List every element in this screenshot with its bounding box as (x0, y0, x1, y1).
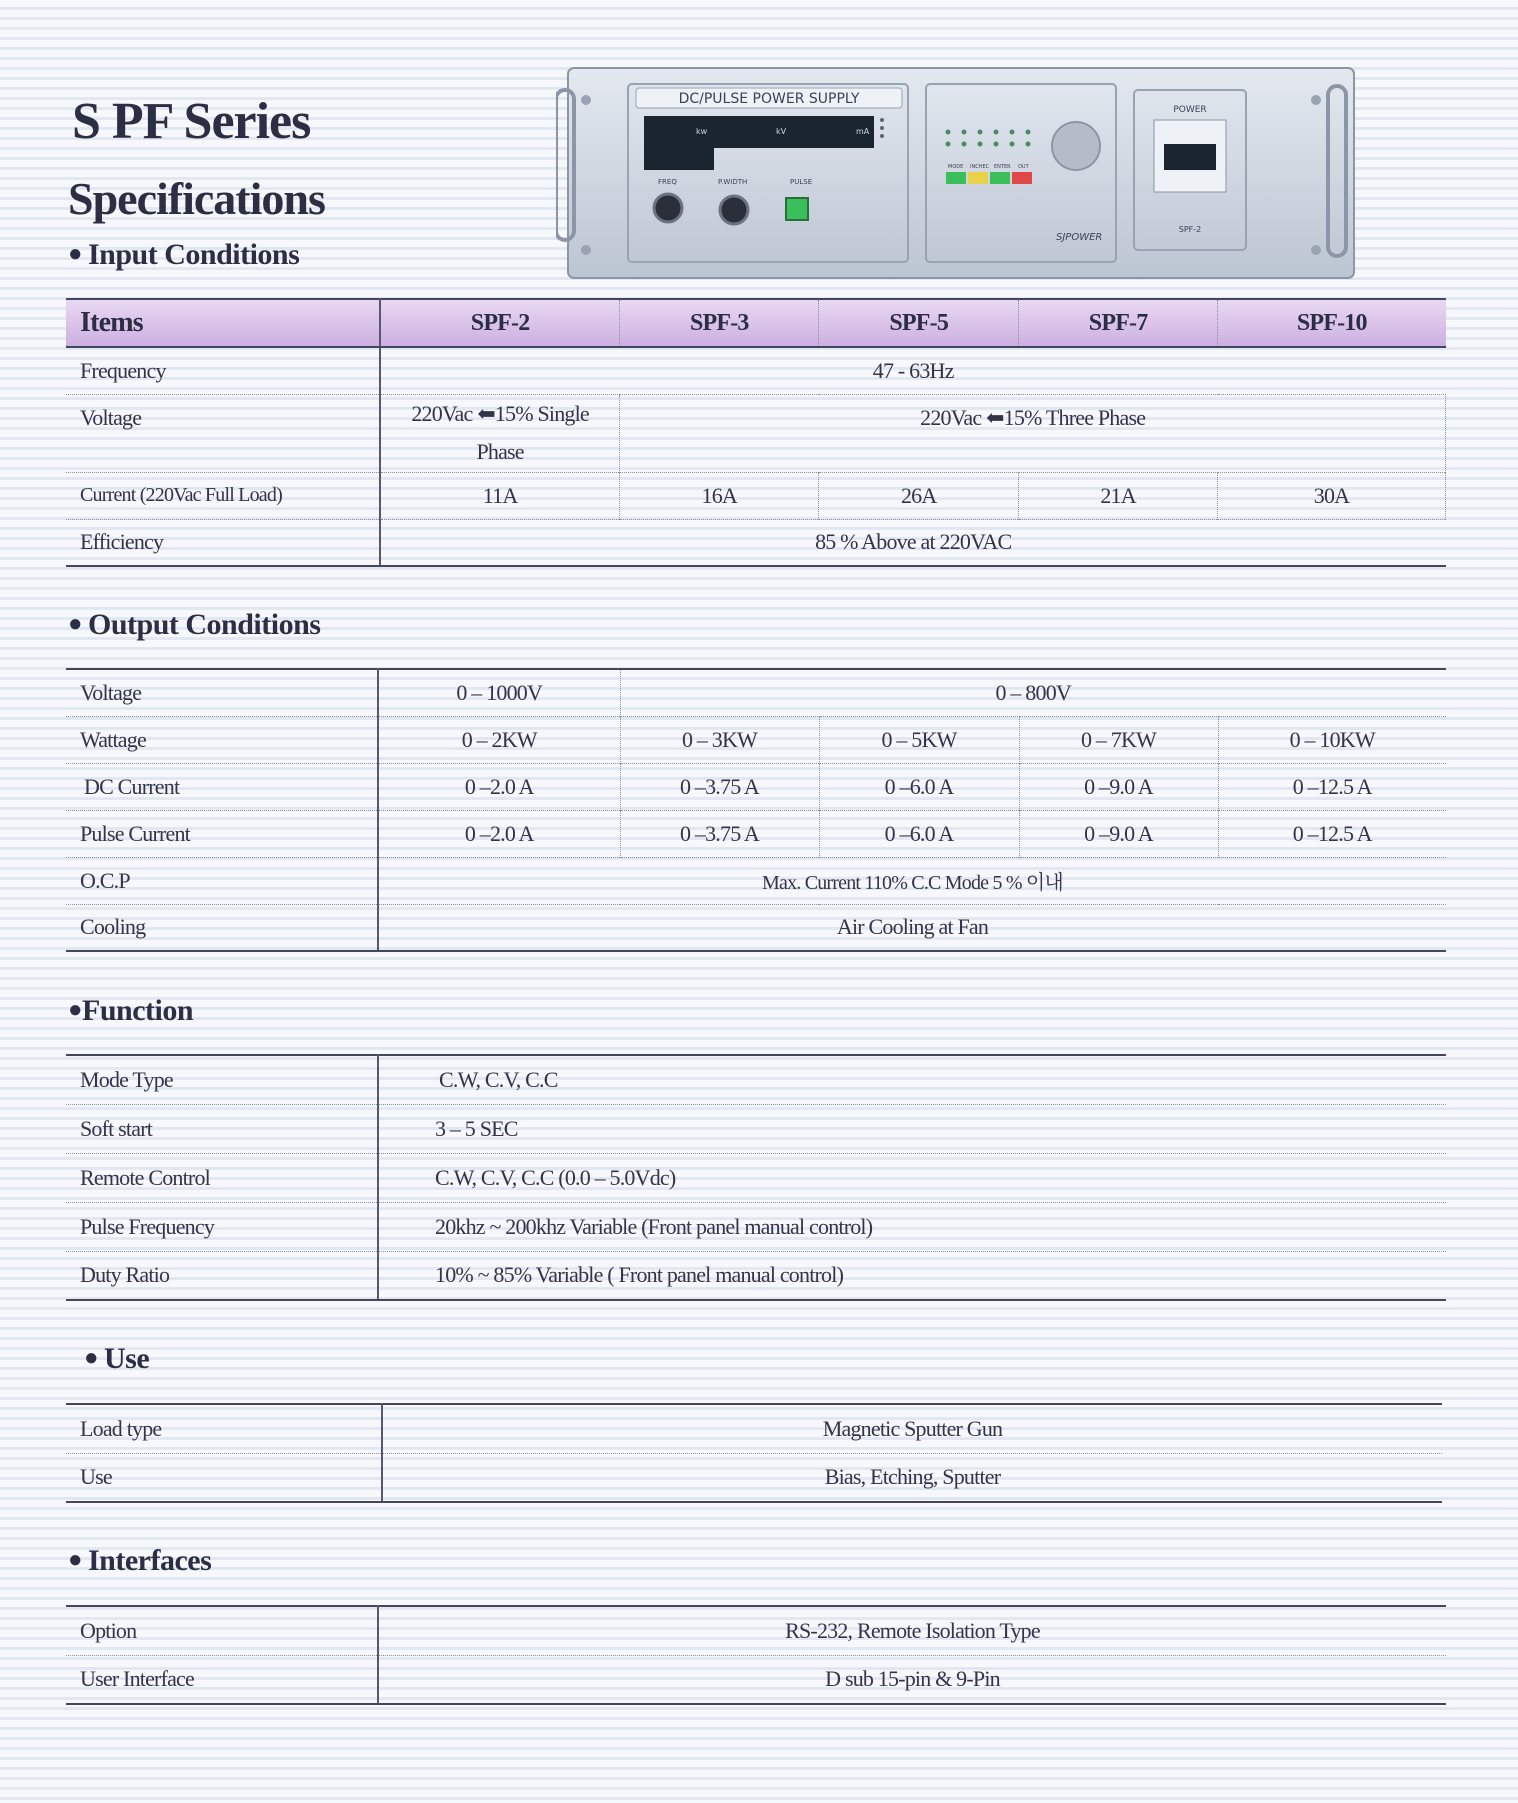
row-label: Frequency (66, 347, 380, 394)
soft-start-value: 3 – 5 SEC (378, 1104, 1446, 1153)
load-type-value: Magnetic Sputter Gun (382, 1404, 1442, 1453)
output-conditions-table (66, 668, 1446, 952)
row-label: Use (66, 1453, 382, 1502)
pulse-current-spf-5: 0 –6.0 A (819, 810, 1019, 857)
current-spf-7: 21A (1019, 472, 1218, 519)
pwidth-knob-icon (720, 196, 748, 224)
table-row (66, 1104, 1446, 1153)
table-row (66, 1202, 1446, 1251)
freq-knob-icon (654, 194, 682, 222)
row-label: Remote Control (66, 1153, 378, 1202)
table-row (66, 472, 1446, 519)
pulse-button-icon (786, 198, 808, 220)
input-conditions-table (66, 298, 1446, 567)
table-row (66, 669, 1446, 716)
pulse-current-spf-10: 0 –12.5 A (1218, 810, 1446, 857)
section-interfaces-heading: ● Interfaces (68, 1544, 212, 1577)
dc-current-spf-3: 0 –3.75 A (620, 763, 819, 810)
wattage-spf-5: 0 – 5KW (819, 716, 1019, 763)
brand-logo: SJPOWER (1056, 232, 1103, 243)
table-row (66, 810, 1446, 857)
voltage-single-phase: 220Vac ⬅15% Single Phase (380, 394, 620, 472)
section-output-heading: ● Output Conditions (68, 608, 321, 641)
pulse-current-spf-2: 0 –2.0 A (378, 810, 620, 857)
row-label: Soft start (66, 1104, 378, 1153)
table-row (66, 519, 1446, 566)
header-spf-5: SPF-5 (819, 299, 1019, 347)
header-items: Items (66, 299, 380, 347)
model-label: SPF-2 (1178, 225, 1202, 234)
frequency-value: 47 - 63Hz (380, 347, 1446, 394)
remote-control-value: C.W, C.V, C.C (0.0 – 5.0Vdc) (378, 1153, 1446, 1202)
meter-unit-kw: kw (696, 127, 708, 136)
bullet-icon: ● (84, 1345, 98, 1371)
table-header-row (66, 299, 1446, 347)
current-spf-10: 30A (1218, 472, 1446, 519)
table-row (66, 1055, 1446, 1104)
row-label: DC Current (66, 763, 378, 810)
row-label: Wattage (66, 716, 378, 763)
row-label: Duty Ratio (66, 1251, 378, 1300)
dc-current-spf-10: 0 –12.5 A (1218, 763, 1446, 810)
table-row (66, 1153, 1446, 1202)
row-label: User Interface (66, 1655, 378, 1704)
section-use-heading: ● Use (84, 1342, 150, 1375)
knob-label-pwidth: P.WIDTH (718, 178, 748, 186)
header-spf-2: SPF-2 (380, 299, 620, 347)
use-value: Bias, Etching, Sputter (382, 1453, 1442, 1502)
use-table (66, 1403, 1442, 1503)
table-row (66, 1606, 1446, 1655)
row-label: Efficiency (66, 519, 380, 566)
header-spf-10: SPF-10 (1218, 299, 1446, 347)
dc-current-spf-2: 0 –2.0 A (378, 763, 620, 810)
pulse-current-spf-3: 0 –3.75 A (620, 810, 819, 857)
user-interface-value: D sub 15-pin & 9-Pin (378, 1655, 1446, 1704)
page-subtitle: Specifications (68, 173, 325, 224)
table-row (66, 347, 1446, 394)
table-row (66, 904, 1446, 951)
row-label: O.C.P (66, 857, 378, 904)
bullet-icon: ● (68, 997, 82, 1023)
mode-type-value: C.W, C.V, C.C (378, 1055, 1446, 1104)
function-table (66, 1054, 1446, 1301)
dc-current-spf-7: 0 –9.0 A (1019, 763, 1218, 810)
row-label: Pulse Current (66, 810, 378, 857)
row-label: Cooling (66, 904, 378, 951)
bullet-icon: ● (68, 1547, 82, 1573)
table-row (66, 1655, 1446, 1704)
mode-label-inchec: INCHEC (970, 164, 990, 170)
power-label: POWER (1173, 105, 1207, 115)
bullet-icon: ● (68, 241, 82, 267)
product-photo (556, 60, 1366, 286)
efficiency-value: 85 % Above at 220VAC (380, 519, 1446, 566)
mode-label-enter: ENTER (994, 164, 1011, 170)
option-value: RS-232, Remote Isolation Type (378, 1606, 1446, 1655)
row-label: Voltage (66, 394, 380, 472)
table-row (66, 394, 1446, 472)
voltage-three-phase: 220Vac ⬅15% Three Phase (620, 394, 1446, 472)
table-row (66, 857, 1446, 904)
bullet-icon: ● (68, 611, 82, 637)
encoder-knob-icon (1052, 122, 1100, 170)
table-row (66, 1404, 1442, 1453)
pulse-frequency-value: 20khz ~ 200khz Variable (Front panel manual control) (378, 1202, 1446, 1251)
header-spf-7: SPF-7 (1019, 299, 1218, 347)
cooling-value: Air Cooling at Fan (378, 904, 1446, 951)
mode-label-out: OUT (1018, 164, 1029, 170)
row-label: Mode Type (66, 1055, 378, 1104)
table-row (66, 1251, 1446, 1300)
current-spf-5: 26A (819, 472, 1019, 519)
pulse-current-spf-7: 0 –9.0 A (1019, 810, 1218, 857)
mode-label-mode: MODE (948, 164, 964, 170)
row-label: Option (66, 1606, 378, 1655)
current-spf-3: 16A (620, 472, 819, 519)
table-row (66, 1453, 1442, 1502)
wattage-spf-7: 0 – 7KW (1019, 716, 1218, 763)
output-voltage-others: 0 – 800V (620, 669, 1446, 716)
row-label: Voltage (66, 669, 378, 716)
table-row (66, 716, 1446, 763)
wattage-spf-2: 0 – 2KW (378, 716, 620, 763)
ocp-value: Max. Current 110% C.C Mode 5 % 이내 (378, 857, 1446, 904)
meter-unit-ma: mA (856, 127, 870, 136)
page-title: S PF Series (72, 93, 311, 150)
output-voltage-spf-2: 0 – 1000V (378, 669, 620, 716)
current-spf-2: 11A (380, 472, 620, 519)
table-row (66, 763, 1446, 810)
wattage-spf-10: 0 – 10KW (1218, 716, 1446, 763)
row-label: Pulse Frequency (66, 1202, 378, 1251)
interfaces-table (66, 1605, 1446, 1705)
dc-current-spf-5: 0 –6.0 A (819, 763, 1019, 810)
row-label: Load type (66, 1404, 382, 1453)
meter-unit-kv: kV (776, 127, 787, 136)
section-function-heading: ●Function (68, 994, 194, 1027)
power-switch-icon (1164, 144, 1216, 170)
panel-label: DC/PULSE POWER SUPPLY (678, 91, 860, 107)
knob-label-pulse: PULSE (790, 178, 813, 186)
wattage-spf-3: 0 – 3KW (620, 716, 819, 763)
section-input-heading: ● Input Conditions (68, 238, 300, 271)
header-spf-3: SPF-3 (620, 299, 819, 347)
duty-ratio-value: 10% ~ 85% Variable ( Front panel manual control) (378, 1251, 1446, 1300)
knob-label-freq: FREQ (658, 178, 677, 186)
row-label: Current (220Vac Full Load) (66, 472, 380, 519)
